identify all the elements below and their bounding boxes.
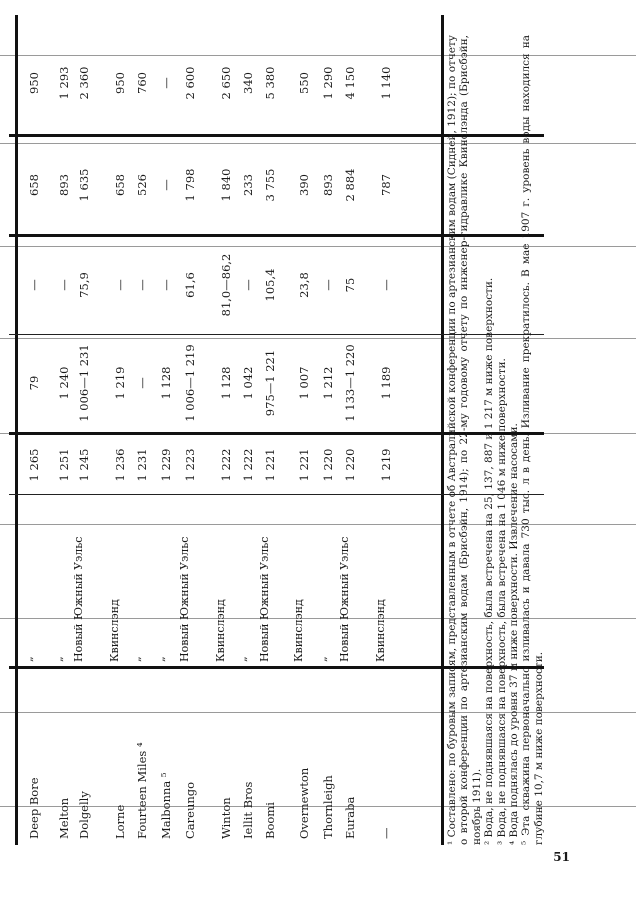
table-row: [339, 15, 361, 845]
table-row: [155, 15, 177, 845]
water-depth: —: [135, 377, 149, 389]
well-name: Iellit Bros: [241, 781, 255, 839]
flow-value: 1 798: [183, 168, 197, 202]
flow-value-2: 2 360: [77, 66, 91, 100]
flow-value-2: 1 293: [57, 66, 71, 100]
temperature: 75,9: [77, 272, 91, 298]
table-row: [317, 15, 339, 845]
table-row: [259, 15, 281, 845]
well-depth: 1 229: [159, 448, 173, 482]
well-state: „: [316, 656, 329, 662]
flow-value-2: 5 380: [263, 66, 277, 100]
well-name: Malbonna ⁵: [159, 772, 173, 839]
well-depth: 1 220: [321, 448, 335, 482]
temperature: —: [379, 279, 393, 291]
flow-value: 787: [379, 174, 393, 196]
temperature: —: [321, 279, 335, 291]
well-name: Winton: [219, 797, 233, 839]
well-state: Новый Южный Уэльс: [178, 536, 191, 662]
footnotes: [446, 35, 545, 845]
page-number: 51: [553, 850, 570, 864]
well-name: Melton: [57, 797, 71, 839]
water-depth: 975—1 221: [263, 349, 277, 417]
water-depth: 79: [27, 375, 41, 391]
well-name: Fourteen Miles ⁴: [135, 742, 149, 839]
flow-value-2: 550: [297, 72, 311, 94]
table-row: [293, 15, 315, 845]
temperature: 23,8: [297, 272, 311, 298]
temperature: —: [57, 279, 71, 291]
well-depth: 1 223: [183, 448, 197, 482]
well-depth: 1 265: [27, 448, 41, 482]
temperature: —: [113, 279, 127, 291]
temperature: 75: [343, 277, 357, 293]
table-row: [375, 15, 397, 845]
flow-value: 658: [27, 174, 41, 196]
well-name: —: [379, 827, 393, 839]
flow-value: 893: [321, 174, 335, 196]
water-depth: 1 212: [321, 366, 335, 400]
well-depth: 1 221: [297, 448, 311, 482]
well-state: Квинслэнд: [374, 599, 387, 662]
well-state: „: [130, 656, 143, 662]
water-depth: 1 240: [57, 366, 71, 400]
flow-value: —: [159, 179, 173, 191]
table-row: [131, 15, 153, 845]
flow-value-2: 2 600: [183, 66, 197, 100]
flow-value: 1 635: [77, 168, 91, 202]
well-name: Careungo: [183, 781, 197, 839]
table-row: [215, 15, 237, 845]
table-bottom-rule: [441, 15, 444, 845]
flow-value-2: 950: [27, 72, 41, 94]
temperature: —: [241, 279, 255, 291]
well-state: „: [154, 656, 167, 662]
well-depth: 1 219: [379, 448, 393, 482]
flow-value: 1 840: [219, 168, 233, 202]
rotated-table-block: [9, 15, 599, 845]
well-state: Новый Южный Уэльс: [258, 536, 271, 662]
flow-value: 658: [113, 174, 127, 196]
table-row: [237, 15, 259, 845]
well-name: Thornleigh: [321, 775, 335, 839]
flow-value-2: 2 650: [219, 66, 233, 100]
temperature: —: [159, 279, 173, 291]
well-name: Overnewton: [297, 767, 311, 839]
well-state: Квинслэнд: [214, 599, 227, 662]
temperature: —: [27, 279, 41, 291]
well-name: Eurabа: [343, 796, 357, 839]
well-state: Квинслэнд: [292, 599, 305, 662]
temperature: 105,4: [263, 268, 277, 302]
water-depth: 1 007: [297, 366, 311, 400]
water-depth: 1 006—1 231: [77, 344, 91, 422]
well-depth: 1 245: [77, 448, 91, 482]
water-depth: 1 006—1 219: [183, 344, 197, 422]
well-state: Квинслэнд: [108, 599, 121, 662]
water-depth: 1 128: [159, 366, 173, 400]
well-state: „: [236, 656, 249, 662]
temperature: —: [135, 279, 149, 291]
temperature: 81,0—86,2: [219, 253, 233, 317]
flow-value: 390: [297, 174, 311, 196]
well-depth: 1 221: [263, 448, 277, 482]
flow-value-2: 1 290: [321, 66, 335, 100]
water-depth: 1 219: [113, 366, 127, 400]
water-depth: 1 189: [379, 366, 393, 400]
table-row: [23, 15, 45, 845]
footnote: ³ Вода, не поднявшаяся на поверхность, была встречена на 1 046 м ниже поверхности.: [495, 358, 508, 845]
well-name: Dolgelly: [77, 791, 91, 839]
flow-value-2: 340: [241, 72, 255, 94]
well-name: Lorne: [113, 804, 127, 839]
footnote: ⁵ Эта скважина первоначально изливалась и давала 730 тыс. л в день. Изливание прекратилось. В мае 1907 г. уровень воды находился на глубине 10,7 м ниже поверхности.: [520, 35, 545, 845]
well-state: Новый Южный Уэльс: [338, 536, 351, 662]
table-top-rule: [15, 15, 18, 845]
temperature: 61,6: [183, 272, 197, 298]
flow-value-2: 1 140: [379, 66, 393, 100]
flow-value: 526: [135, 174, 149, 196]
well-depth: 1 236: [113, 448, 127, 482]
water-depth: 1 133—1 220: [343, 344, 357, 422]
footnote: ⁴ Вода поднялась до уровня 37 м ниже поверхности. Извлечение насосами.: [508, 423, 521, 845]
flow-value-2: 760: [135, 72, 149, 94]
well-depth: 1 231: [135, 448, 149, 482]
flow-value-2: 950: [113, 72, 127, 94]
well-depth: 1 220: [343, 448, 357, 482]
well-name: Boomi: [263, 802, 277, 839]
table-row: [53, 15, 75, 845]
flow-value: 3 755: [263, 168, 277, 202]
flow-value-2: —: [159, 77, 173, 89]
well-depth: 1 222: [219, 448, 233, 482]
flow-value: 893: [57, 174, 71, 196]
footnote: ² Вода, не поднявшаяся на поверхность, была встречена на 25, 137, 887 и 1 217 м ниже поверхности.: [483, 277, 496, 845]
flow-value: 233: [241, 174, 255, 196]
table-row: [73, 15, 95, 845]
well-state: „: [22, 656, 35, 662]
flow-value: 2 884: [343, 168, 357, 202]
well-name: Deep Bore: [27, 777, 41, 839]
water-depth: 1 128: [219, 366, 233, 400]
well-depth: 1 251: [57, 448, 71, 482]
water-depth: 1 042: [241, 366, 255, 400]
flow-value-2: 4 150: [343, 66, 357, 100]
well-depth: 1 222: [241, 448, 255, 482]
table-row: [179, 15, 201, 845]
footnote: ¹ Составлено: по буровым записям, представленным в отчете об Австралийской конференции по артезианским водам (Сидней, 1912); по отчету о второй конференции по артезианским водам (Брисбэйн, 1914); по 22-му годовому отчету по инженер-гидравлике Квинслэнда (Брисбэйн, ноябрь 1911).: [446, 35, 483, 845]
table-row: [109, 15, 131, 845]
well-state: „: [52, 656, 65, 662]
well-state: Новый Южный Уэльс: [72, 536, 85, 662]
